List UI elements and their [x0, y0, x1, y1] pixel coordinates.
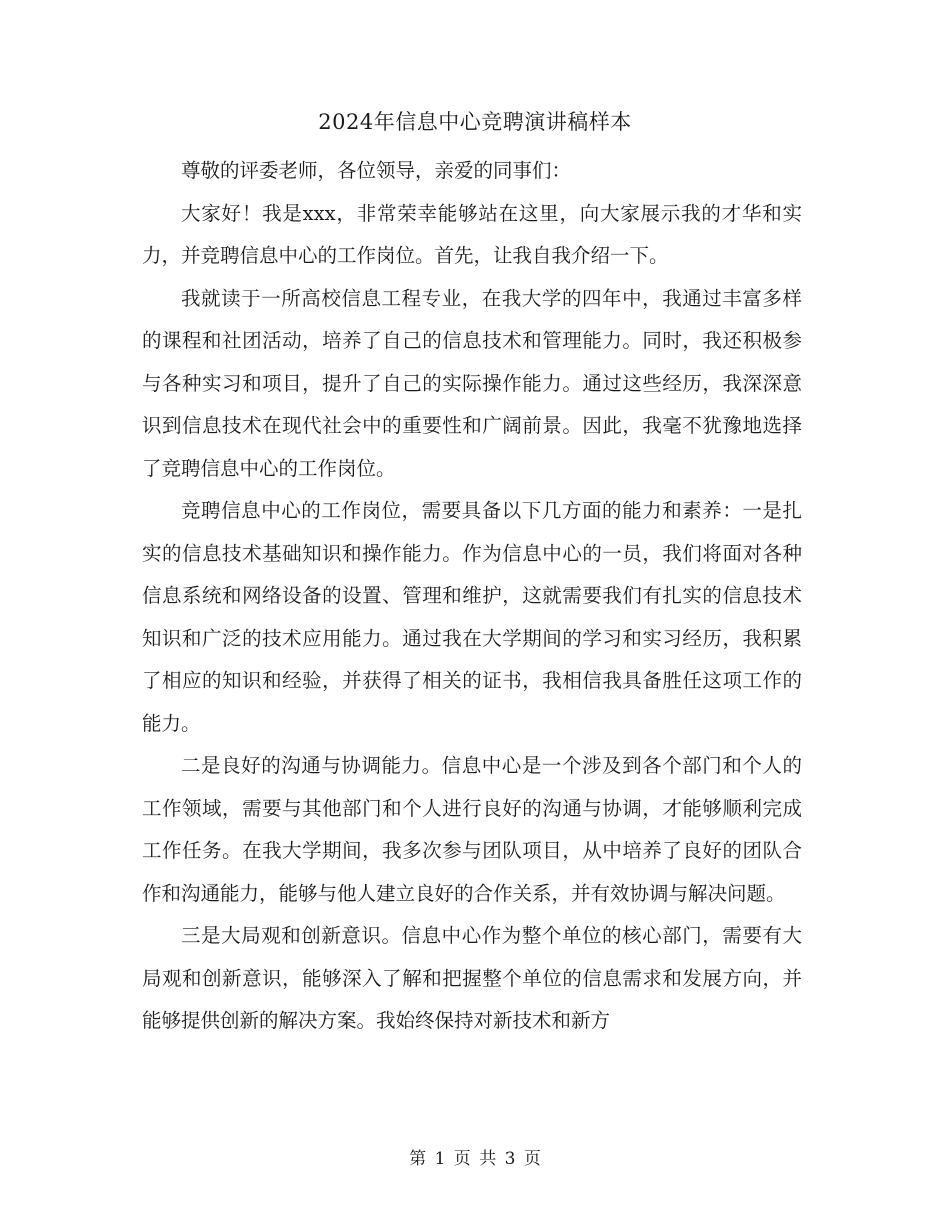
page-number-footer: 第 1 页 共 3 页 — [409, 1149, 541, 1169]
paragraph-ability-3: 三是大局观和创新意识。信息中心作为整个单位的核心部门，需要有大局观和创新意识，能够深入了解和把握整个单位的信息需求和发展方向，并能够提供创新的解决方案。我始终保持对新技术和新方 — [142, 924, 802, 1032]
document-title: 2024年信息中心竞聘演讲稿样本 — [318, 110, 632, 134]
paragraph-ability-1: 竞聘信息中心的工作岗位，需要具备以下几方面的能力和素养：一是扎实的信息技术基础知识和操作能力。作为信息中心的一员，我们将面对各种信息系统和网络设备的设置、管理和维护，这就需要我们有扎实的信息技术知识和广泛的技术应用能力。通过我在大学期间的学习和实习经历，我积累了相应的知识和经验，并获得了相关的证书，我相信我具备胜任这项工作的能力。 — [142, 499, 802, 735]
paragraph-ability-2: 二是良好的沟通与协调能力。信息中心是一个涉及到各个部门和个人的工作领域，需要与其他部门和个人进行良好的沟通与协调，才能够顺利完成工作任务。在我大学期间，我多次参与团队项目，从中培养了良好的团队合作和沟通能力，能够与他人建立良好的合作关系，并有效协调与解决问题。 — [142, 754, 802, 905]
paragraph-background: 我就读于一所高校信息工程专业，在我大学的四年中，我通过丰富多样的课程和社团活动，培养了自己的信息技术和管理能力。同时，我还积极参与各种实习和项目，提升了自己的实际操作能力。通过这些经历，我深深意识到信息技术在现代社会中的重要性和广阔前景。因此，我毫不犹豫地选择了竞聘信息中心的工作岗位。 — [142, 286, 802, 480]
document-body — [142, 150, 802, 1043]
paragraph-greeting: 大家好！我是xxx，非常荣幸能够站在这里，向大家展示我的才华和实力，并竞聘信息中心的工作岗位。首先，让我自我介绍一下。 — [142, 201, 802, 267]
paragraph-salutation: 尊敬的评委老师，各位领导，亲爱的同事们： — [181, 159, 572, 182]
